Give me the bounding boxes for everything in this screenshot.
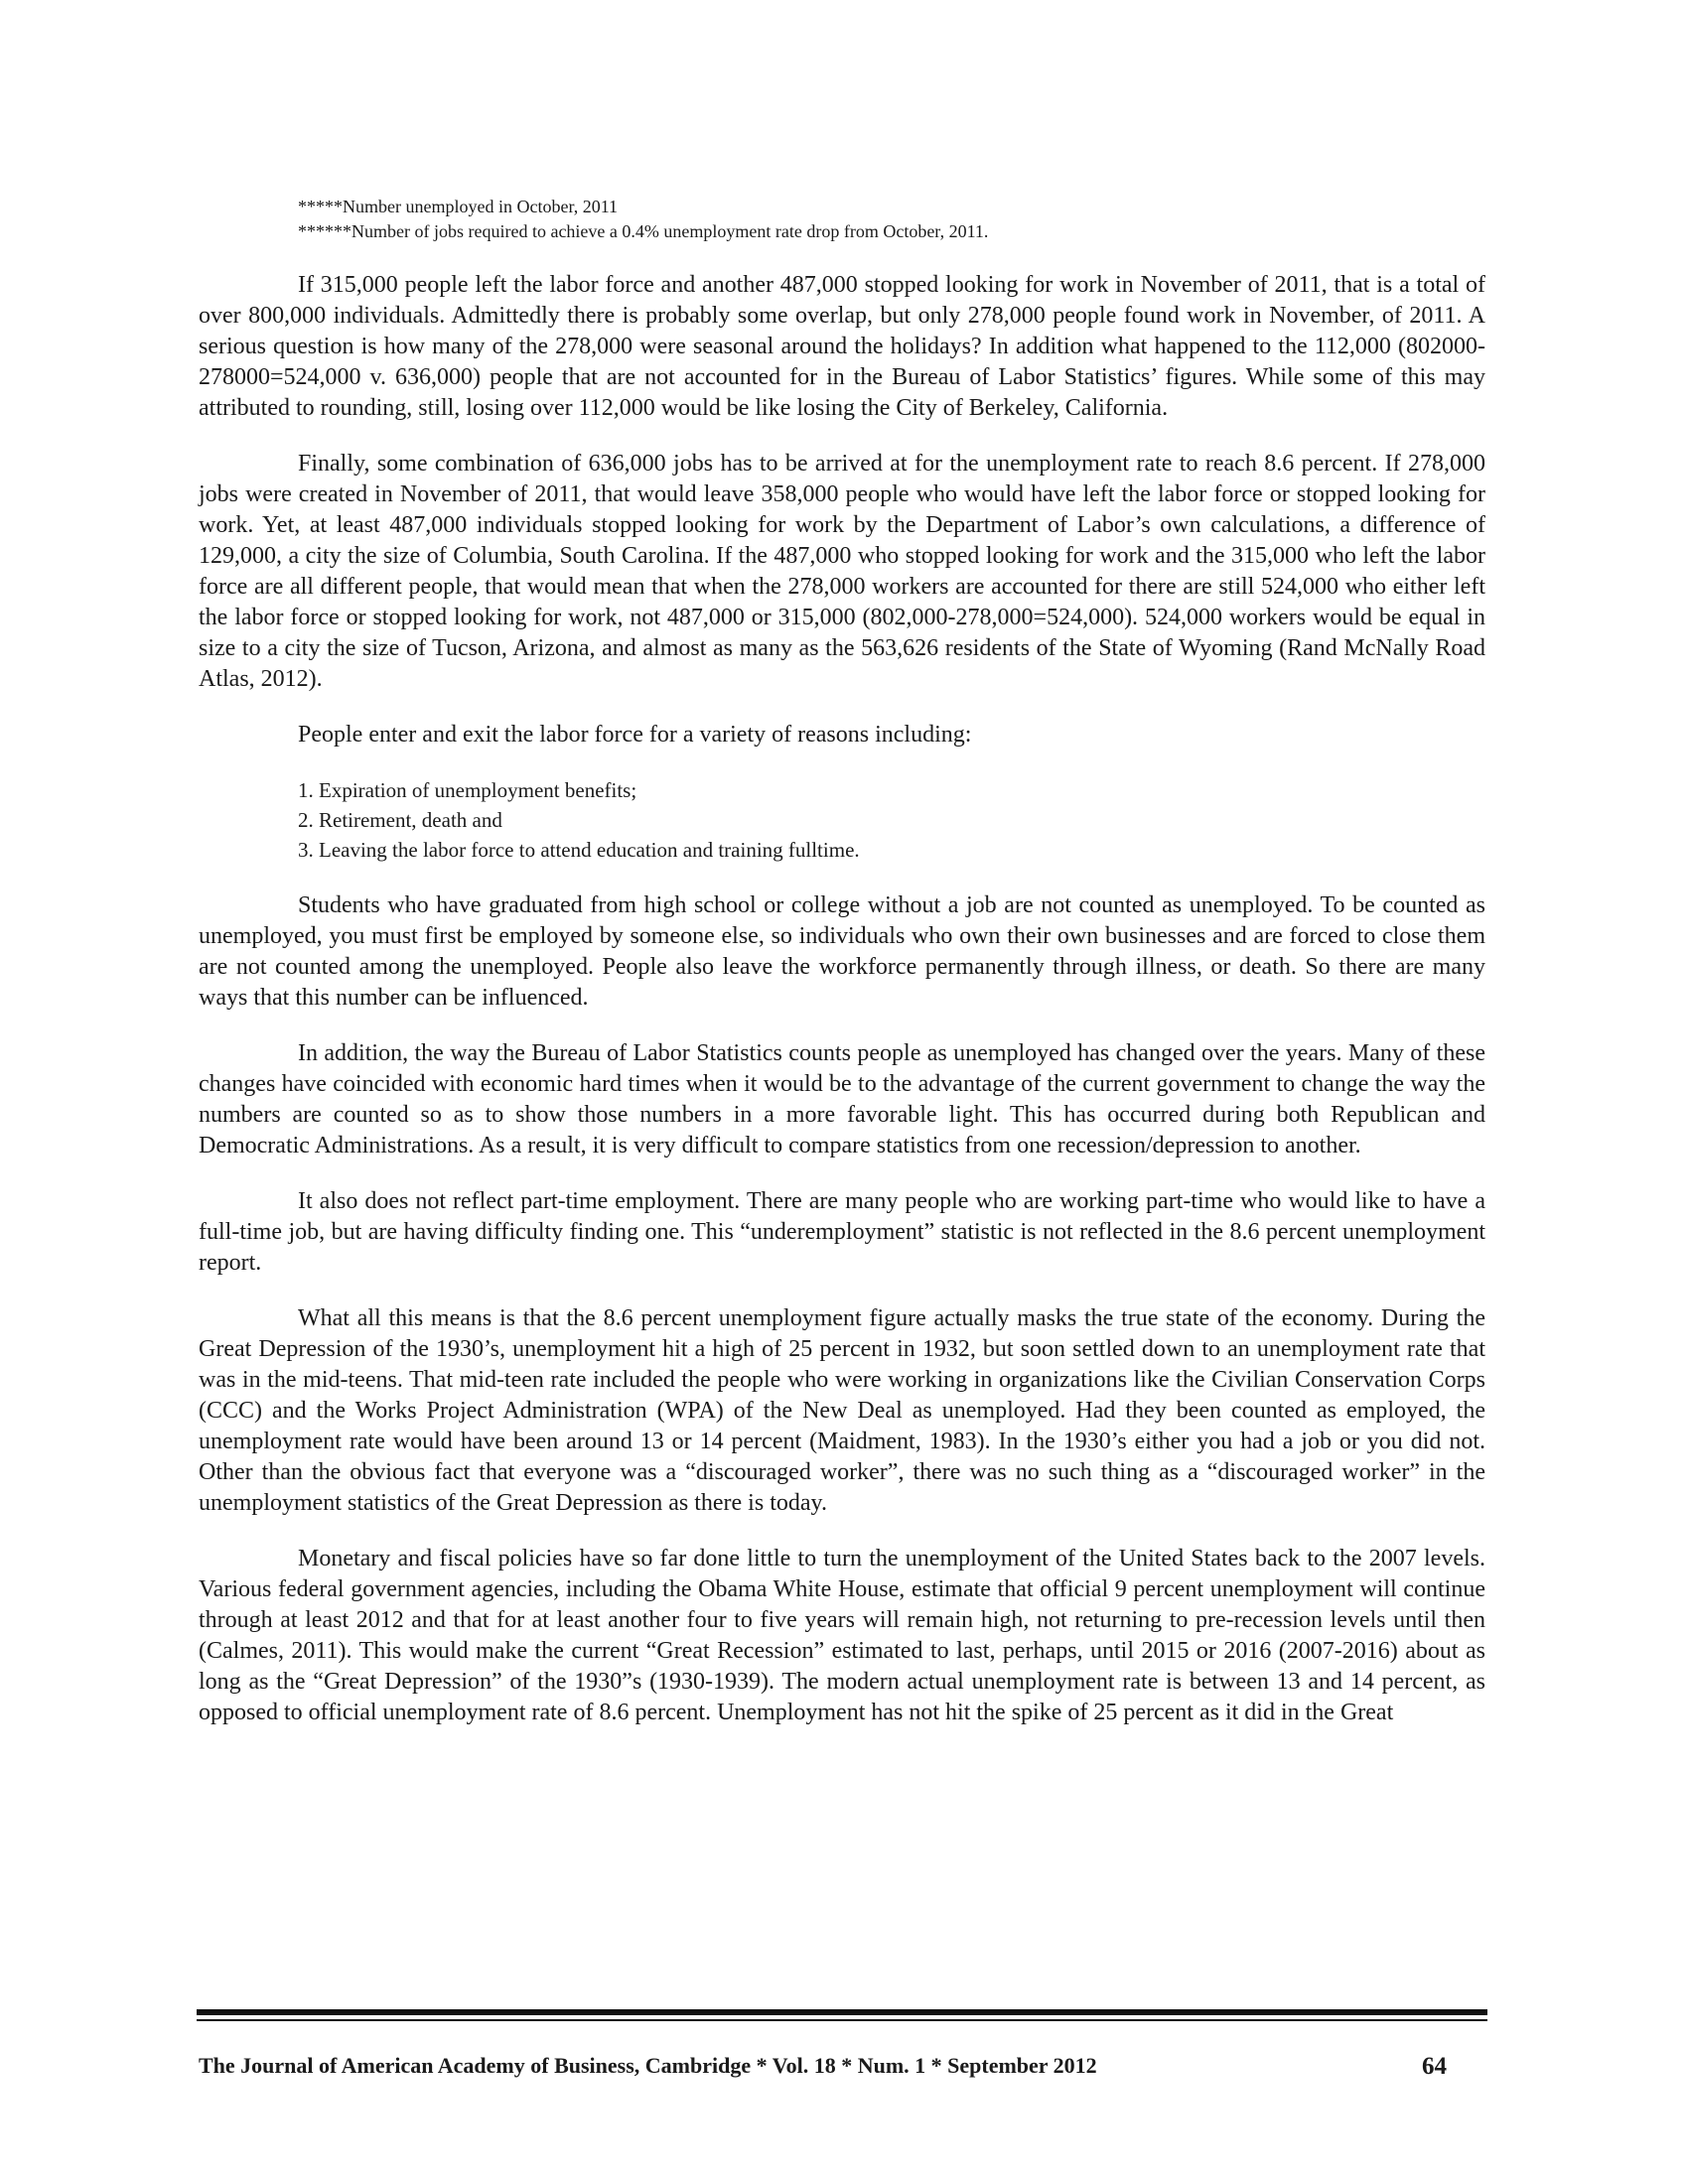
body-paragraph: Finally, some combination of 636,000 jobs has to be arrived at for the unemployment rate to reach 8.6 percent. If 278,000 jobs were created in November of 2011, that would leave 358,000 people who would have left the labor force or stopped looking for work. Yet, at least 487,000 individuals stopped looking for work by the Department of Labor’s own calculations, a difference of 129,000, a city the size of Columbia, South Carolina. If the 487,000 who stopped looking for work and the 315,000 who left the labor force are all different people, that would mean that when the 278,000 workers are accounted for there are still 524,000 who either left the labor force or stopped looking for work, not 487,000 or 315,000 (802,000-278,000=524,000). 524,000 workers would be equal in size to a city the size of Tucson, Arizona, and almost as many as the 563,626 residents of the State of Wyoming (Rand McNally Road Atlas, 2012). <box>199 451 1485 692</box>
reasons-list <box>199 775 1485 865</box>
list-item: 1. Expiration of unemployment benefits; <box>298 778 637 802</box>
list-item: 3. Leaving the labor force to attend education and training fulltime. <box>298 838 860 862</box>
body-paragraph: People enter and exit the labor force for a variety of reasons including: <box>298 722 972 748</box>
body-paragraph: It also does not reflect part-time employment. There are many people who are working part-time who would like to have a full-time job, but are having difficulty finding one. This “underemployment” statistic is not reflected in the 8.6 percent unemployment report. <box>199 1188 1485 1276</box>
page-footer <box>199 2053 1485 2079</box>
page-body <box>199 195 1485 1753</box>
footnotes <box>199 195 1485 244</box>
body-paragraph: In addition, the way the Bureau of Labor Statistics counts people as unemployed has changed over the years. Many of these changes have coincided with economic hard times when it would be to the advantage of the current government to change the way the numbers are counted so as to show those numbers in a more favorable light. This has occurred during both Republican and Democratic Administrations. As a result, it is very difficult to compare statistics from one recession/depression to another. <box>199 1040 1485 1159</box>
page-number: 64 <box>1422 2053 1447 2080</box>
body-paragraph: Monetary and fiscal policies have so far done little to turn the unemployment of the United States back to the 2007 levels. Various federal government agencies, including the Obama White House, estimate that official 9 percent unemployment will continue through at least 2012 and that for at least another four to five years will remain high, not returning to pre-recession levels until then (Calmes, 2011). This would make the current “Great Recession” estimated to last, perhaps, until 2015 or 2016 (2007-2016) about as long as the “Great Depression” of the 1930”s (1930-1939). The modern actual unemployment rate is between 13 and 14 percent, as opposed to official unemployment rate of 8.6 percent. Unemployment has not hit the spike of 25 percent as it did in the Great <box>199 1546 1485 1725</box>
list-item: 2. Retirement, death and <box>298 808 502 832</box>
footnote: ******Number of jobs required to achieve a 0.4% unemployment rate drop from October, 2011. <box>298 221 989 241</box>
body-paragraph: What all this means is that the 8.6 percent unemployment figure actually masks the true state of the economy. During the Great Depression of the 1930’s, unemployment hit a high of 25 percent in 1932, but soon settled down to an unemployment rate that was in the mid-teens. That mid-teen rate included the people who were working in organizations like the Civilian Conservation Corps (CCC) and the Works Project Administration (WPA) of the New Deal as unemployed. Had they been counted as employed, the unemployment rate would have been around 13 or 14 percent (Maidment, 1983). In the 1930’s either you had a job or you did not. Other than the obvious fact that everyone was a “discouraged worker”, there was no such thing as a “discouraged worker” in the unemployment statistics of the Great Depression as there is today. <box>199 1305 1485 1516</box>
footnote: *****Number unemployed in October, 2011 <box>298 197 619 216</box>
body-paragraph: Students who have graduated from high school or college without a job are not counted as unemployed. To be counted as unemployed, you must first be employed by someone else, so individuals who own their own businesses and are forced to close them are not counted among the unemployed. People also leave the workforce permanently through illness, or death. So there are many ways that this number can be influenced. <box>199 892 1485 1011</box>
body-paragraph: If 315,000 people left the labor force and another 487,000 stopped looking for work in November of 2011, that is a total of over 800,000 individuals. Admittedly there is probably some overlap, but only 278,000 people found work in November, of 2011. A serious question is how many of the 278,000 were seasonal around the holidays? In addition what happened to the 112,000 (802000-278000=524,000 v. 636,000) people that are not accounted for in the Bureau of Labor Statistics’ figures. While some of this may attributed to rounding, still, losing over 112,000 would be like losing the City of Berkeley, California. <box>199 272 1485 421</box>
journal-citation: The Journal of American Academy of Business, Cambridge * Vol. 18 * Num. 1 * September 2012 <box>199 2053 1097 2078</box>
footer-divider <box>197 2019 1487 2021</box>
footer-divider <box>197 2009 1487 2015</box>
